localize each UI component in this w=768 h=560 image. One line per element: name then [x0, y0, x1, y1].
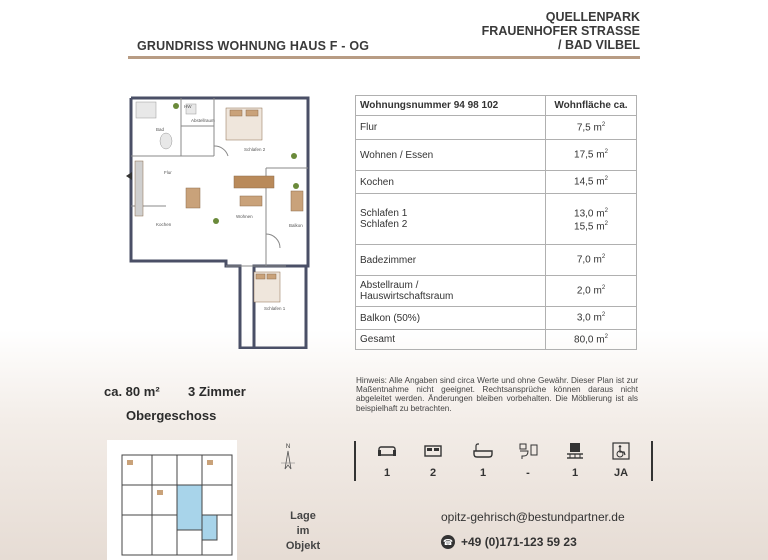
amenity-value: 1	[571, 467, 579, 479]
room-area: 17,5 $m^2$	[546, 140, 637, 171]
project-address	[482, 10, 640, 52]
table-row	[356, 171, 637, 194]
amenity-value: 1	[479, 467, 487, 479]
amenity-bath	[463, 441, 503, 479]
room-name: Abstellraum / Hauswirtschaftsraum	[356, 276, 546, 307]
phone-number: +49 (0)171-123 59 23	[461, 535, 577, 549]
bathtub-icon	[463, 441, 503, 461]
header-divider	[128, 56, 640, 59]
room-label-wohnen: Wohnen	[236, 214, 253, 219]
room-label-bad: Bad	[156, 127, 165, 132]
location-plan	[107, 440, 237, 560]
room-area: 7,5 $m^2$	[546, 116, 637, 140]
table-row	[356, 245, 637, 276]
table-row	[356, 194, 637, 245]
room-area: 13,0 $m^2$ 15,5 $m^2$	[546, 194, 637, 245]
table-header-row	[356, 96, 637, 116]
room-name: Badezimmer	[356, 245, 546, 276]
project-city: / BAD VILBEL	[558, 38, 640, 52]
amenity-guest-wc	[508, 441, 548, 479]
room-name: Schlafen 1 Schlafen 2	[356, 194, 546, 245]
room-name: Flur	[356, 116, 546, 140]
room-name: Wohnen / Essen	[356, 140, 546, 171]
bed-icon	[413, 441, 453, 461]
balcony-icon	[555, 441, 595, 461]
room-label-schlafen1: Schlafen 1	[264, 306, 286, 311]
room-area: 2,0 $m^2$	[546, 276, 637, 307]
table-row	[356, 116, 637, 140]
amenity-balcony	[555, 441, 595, 479]
amenity-bedrooms	[413, 441, 453, 479]
room-name: Kochen	[356, 171, 546, 194]
project-street: FRAUENHOFER STRASSE	[481, 24, 640, 38]
room-area: 80,0 $m^2$	[546, 330, 637, 350]
table-header-area: Wohnfläche ca.	[546, 96, 637, 116]
amenities-divider-right	[651, 441, 653, 481]
sofa-icon	[367, 441, 407, 461]
room-label-balkon: Balkon	[289, 223, 303, 228]
table-row	[356, 307, 637, 330]
page-title: GRUNDRISS WOHNUNG HAUS F - OG	[137, 39, 370, 53]
table-row	[356, 276, 637, 307]
north-label: N	[285, 444, 291, 450]
amenities-divider-left	[354, 441, 356, 481]
amenity-living	[367, 441, 407, 479]
contact-phone[interactable]	[441, 535, 577, 549]
floor-level: Obergeschoss	[126, 408, 217, 423]
contact-email[interactable]: opitz-gehrisch@bestundpartner.de	[441, 510, 625, 524]
room-area: 7,0 $m^2$	[546, 245, 637, 276]
room-label-kochen: Kochen	[156, 222, 172, 227]
room-count: 3 Zimmer	[188, 384, 246, 399]
amenity-value: 2	[429, 467, 437, 479]
floor-plan	[126, 96, 310, 349]
room-label-hwr: HW	[184, 104, 192, 109]
room-area: 3,0 $m^2$	[546, 307, 637, 330]
amenity-value: -	[526, 467, 530, 479]
table-header-unit-number: Wohnungsnummer 94 98 102	[356, 96, 546, 116]
north-arrow-icon	[276, 441, 300, 475]
room-area: 14,5 $m^2$	[546, 171, 637, 194]
room-label-schlafen2: Schlafen 2	[244, 147, 266, 152]
room-name: Gesamt	[356, 330, 546, 350]
project-name: QUELLENPARK	[545, 10, 640, 24]
guest-wc-icon	[508, 441, 548, 461]
amenity-value: 1	[383, 467, 391, 479]
area-table	[355, 95, 637, 350]
location-label: Lage im Objekt	[285, 510, 321, 552]
room-name: Balkon (50%)	[356, 307, 546, 330]
amenity-accessible	[601, 441, 641, 479]
amenity-value: JA	[613, 467, 629, 479]
room-label-flur: Flur	[164, 170, 172, 175]
room-label-abstellraum: Abstellraum	[191, 118, 215, 123]
apartment-size: ca. 80 m²	[104, 384, 160, 399]
table-row	[356, 140, 637, 171]
accessibility-icon	[601, 441, 641, 461]
table-row	[356, 330, 637, 350]
phone-icon: ☎	[441, 535, 455, 549]
disclaimer-note: Hinweis: Alle Angaben sind circa Werte und ohne Gewähr. Dieser Plan ist zur Maßentnahme nicht geeignet. Rechtsansprüche können daraus nicht abgeleitet werden. Änderungen bleiben vorbehalten. Die Möblierung ist als beispielhaft zu betrachten.	[356, 376, 638, 413]
